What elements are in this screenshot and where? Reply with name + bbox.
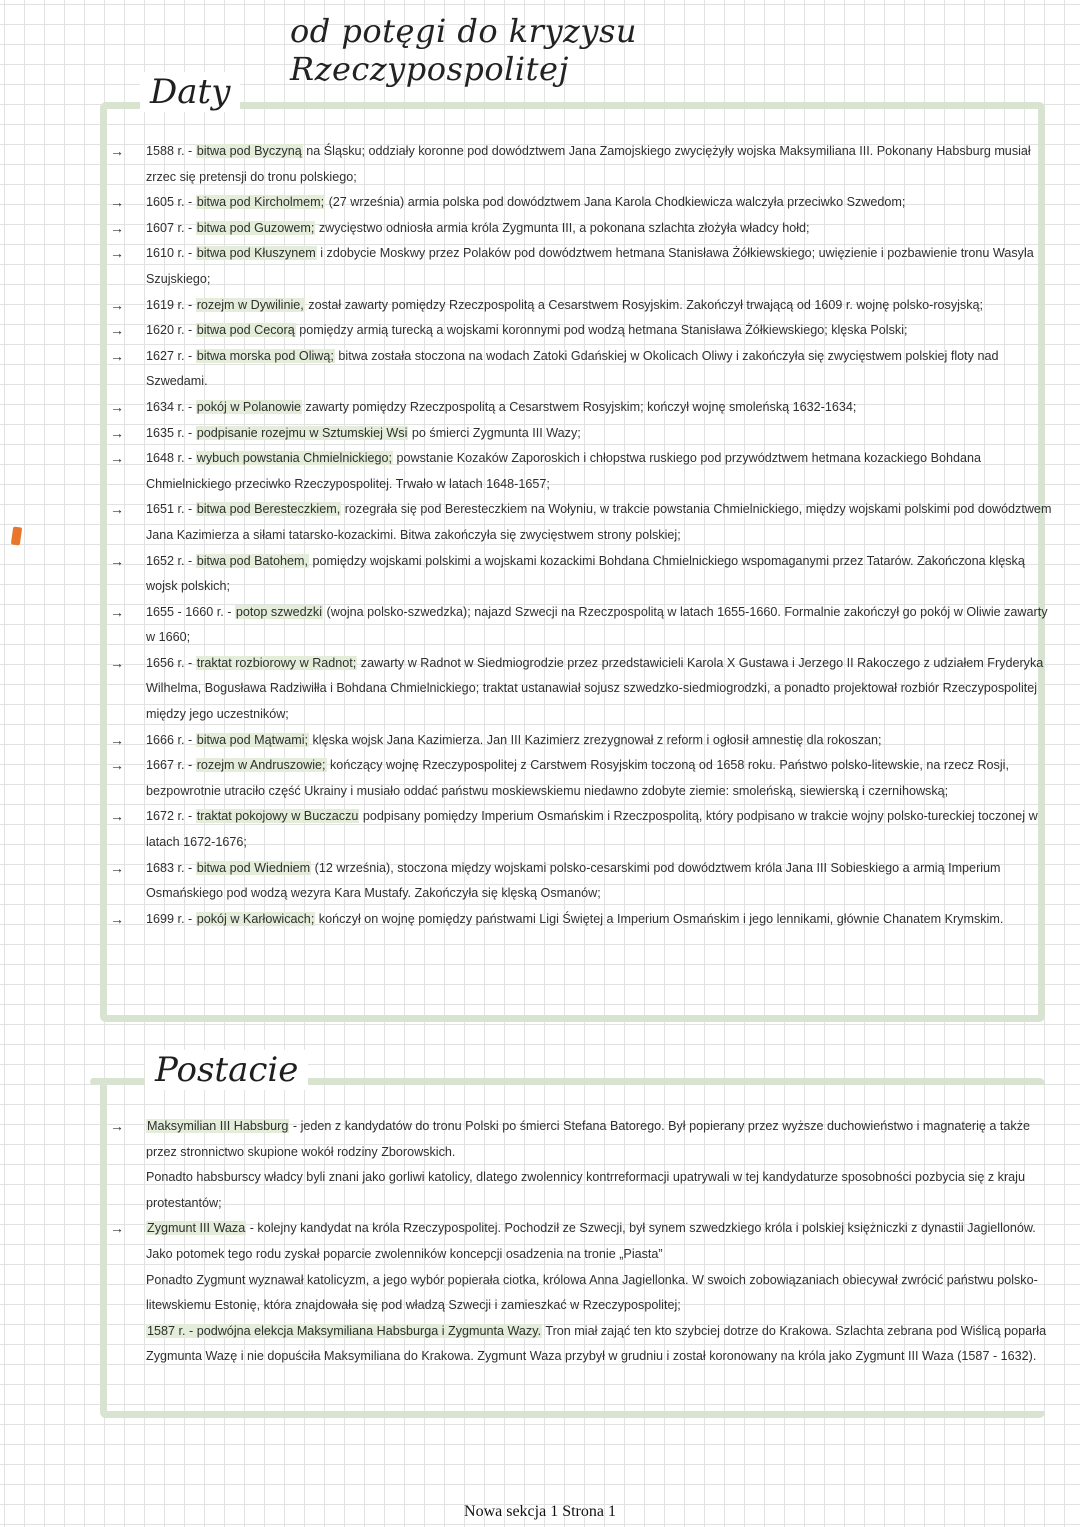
list-item <box>110 804 1058 855</box>
arrow-right-icon: → <box>110 654 124 671</box>
entry-text: 1699 r. - <box>146 911 196 926</box>
list-item <box>110 549 1058 600</box>
entry-text: 1605 r. - <box>146 195 196 210</box>
arrow-right-icon: → <box>110 808 124 825</box>
highlighted-term: bitwa pod Byczyną <box>196 144 302 158</box>
margin-marker <box>11 526 22 545</box>
entry-text: - kolejny kandydat na króla Rzeczypospolitej. Pochodził ze Szwecji, był synem szwedzkiego króla i polskiej księżniczki z dynastii Jagiellonów. Jako potomek tego rodu zyskał poparcie zwolenników koncepcji osadzenia na tronie „Piasta” <box>146 1221 1036 1261</box>
highlighted-term: rozejm w Dywilinie, <box>196 297 304 312</box>
highlighted-term: rozejm w Andruszowie; <box>196 758 326 773</box>
list-item <box>110 344 1058 395</box>
list-item <box>110 216 1058 242</box>
entry-text: kończący wojnę Rzeczypospolitej z Carstwem Rosyjskim toczoną od 1658 roku. Państwo polsko-litewskie, na rzecz Rosji, bezpowrotnie utraciło część Ukrainy i musiało oddać państwu moskiewskiemu niedawno zdobyte ziemie: smoleńską, siewierską i czernihowską; <box>146 758 1009 798</box>
highlighted-term: bitwa pod Guzowem; <box>196 220 315 235</box>
list-item <box>110 1216 1058 1267</box>
arrow-right-icon: → <box>110 398 124 415</box>
entry-text: 1607 r. - <box>146 220 196 235</box>
list-item <box>110 907 1058 933</box>
figures-frame-tail <box>90 1078 130 1085</box>
entry-text: 1672 r. - <box>146 809 196 824</box>
dates-heading: Daty <box>140 72 240 112</box>
list-item <box>110 651 1058 728</box>
list-item <box>110 753 1058 804</box>
dates-list <box>110 139 1058 932</box>
arrow-right-icon: → <box>110 143 124 159</box>
entry-text: został zawarty pomiędzy Rzeczpospolitą a Cesarstwem Rosyjskim. Zakończył trwającą od 1609 r. wojnę polsko-rosyjską; <box>304 297 984 312</box>
entry-text: (12 września), stoczona między wojskami polsko-cesarskimi pod dowództwem króla Jana III Sobieskiego a armią Imperium Osmańskiego pod wodzą wezyra Kara Mustafy. Zakończyła się klęską Osmanów; <box>146 860 1001 901</box>
entry-text: pomiędzy armią turecką a wojskami koronnymi pod wodzą hetmana Stanisława Żółkiewskiego; klęska Polski; <box>295 323 908 338</box>
list-item <box>110 318 1058 344</box>
arrow-right-icon: → <box>110 347 124 364</box>
entry-text: 1683 r. - <box>146 860 196 875</box>
highlighted-term: traktat rozbiorowy w Radnot; <box>196 655 357 670</box>
arrow-right-icon: → <box>110 245 124 262</box>
entry-text: 1634 r. - <box>146 399 196 414</box>
entry-text: powstanie Kozaków Zaporoskich i chłopstwa ruskiego pod przywództwem hetmana kozackiego Bohdana Chmielnickiego przeciwko Rzeczypospolitej. Trwało w latach 1648-1657; <box>146 451 982 491</box>
page-title: od potęgi do kryzysu Rzeczypospolitej <box>290 12 638 88</box>
entry-text: (27 września) armia polska pod dowództwem Jana Karola Chodkiewicza walczyła przeciwko Szwedom; <box>325 195 906 210</box>
list-item <box>110 190 1058 216</box>
list-item <box>110 241 1058 292</box>
arrow-right-icon: → <box>110 1118 124 1134</box>
list-item <box>110 497 1058 548</box>
list-item <box>110 446 1058 497</box>
entry-text: 1667 r. - <box>146 758 196 773</box>
list-item <box>110 139 1058 190</box>
entry-text: Tron miał zająć ten kto szybciej dotrze do Krakowa. Szlachta zebrana pod Wiślicą poparła Zygmunta Wazę i nie dopuściła Maksymiliana do Krakowa. Zygmunt Waza przybył w grudniu i został koronowany na króla jako Zygmunt III Waza (1587 - 1632). <box>146 1323 1047 1364</box>
figures-heading: Postacie <box>145 1050 308 1090</box>
arrow-right-icon: → <box>110 219 124 236</box>
figures-list <box>110 1114 1058 1370</box>
entry-text: bitwa została stoczona na wodach Zatoki Gdańskiej w Okolicach Oliwy i zakończyła się zwycięstwem polskiej floty nad Szwedami. <box>146 348 999 389</box>
entry-text: 1651 r. - <box>146 502 196 517</box>
highlighted-term: pokój w Polanowie <box>196 399 302 414</box>
list-item <box>110 600 1058 651</box>
highlighted-term: bitwa pod Wiedniem <box>196 860 311 875</box>
list-item <box>110 1268 1058 1319</box>
highlighted-term: bitwa morska pod Oliwą; <box>196 348 334 363</box>
entry-text: 1666 r. - <box>146 732 196 747</box>
highlighted-term: bitwa pod Beresteczkiem, <box>196 502 341 517</box>
arrow-right-icon: → <box>110 424 124 441</box>
list-item <box>110 1165 1058 1216</box>
arrow-right-icon: → <box>110 757 124 774</box>
entry-text: klęska wojsk Jana Kazimierza. Jan III Kazimierz zrezygnował z reform i ogłosił amnestię dla rokoszan; <box>309 732 882 747</box>
highlighted-term: bitwa pod Kłuszynem <box>196 246 316 261</box>
entry-text: Ponadto Zygmunt wyznawał katolicyzm, a jego wybór popierała ciotka, królowa Anna Jagiellonka. W swoich zobowiązaniach obiecywał zwrócić państwu polsko-litewskiemu Estonię, która znajdowała się pod władzą Szwecji i zamieszkać w Rzeczypospolitej; <box>146 1272 1038 1313</box>
list-item <box>110 1319 1058 1370</box>
entry-text: 1627 r. - <box>146 348 196 363</box>
highlighted-term: Maksymilian III Habsburg <box>147 1119 289 1133</box>
entry-text: 1655 - 1660 r. - <box>146 604 235 619</box>
page-footer: Nowa sekcja 1 Strona 1 <box>464 1503 616 1520</box>
highlighted-term: traktat pokojowy w Buczaczu <box>196 809 359 824</box>
entry-text: po śmierci Zygmunta III Wazy; <box>408 425 581 440</box>
entry-text: (wojna polsko-szwedzka); najazd Szwecji na Rzeczpospolitą w latach 1655-1660. Formalnie zakończył go pokój w Oliwie zawarty w 1660; <box>146 604 1048 645</box>
arrow-right-icon: → <box>110 194 124 211</box>
highlighted-term: Zygmunt III Waza <box>147 1221 246 1236</box>
arrow-right-icon: → <box>110 450 124 467</box>
arrow-right-icon: → <box>110 1220 124 1237</box>
entry-text: na Śląsku; oddziały koronne pod dowództwem Jana Zamojskiego zwyciężyły wojska Maksymiliana III. Pokonany Habsburg musiał zrzec się pretensji do tronu polskiego; <box>146 144 1031 184</box>
arrow-right-icon: → <box>110 859 124 876</box>
entry-text: pomiędzy wojskami polskimi a wojskami kozackimi Bohdana Chmielnickiego wspomaganymi przez Tatarów. Zakończona klęską wojsk polskich; <box>146 553 1025 594</box>
highlighted-term: potop szwedzki <box>235 604 323 619</box>
arrow-right-icon: → <box>110 910 124 927</box>
entry-text: 1619 r. - <box>146 297 196 312</box>
list-item <box>110 395 1058 421</box>
highlighted-term: bitwa pod Batohem, <box>196 553 309 568</box>
entry-text: kończył on wojnę pomiędzy państwami Ligi Świętej a Imperium Osmańskim i jego lennikami, głównie Chanatem Krymskim. <box>315 911 1004 926</box>
entry-text: 1588 r. - <box>146 144 196 158</box>
highlighted-term: podpisanie rozejmu w Sztumskiej Wsi <box>196 425 408 440</box>
highlighted-term: pokój w Karłowicach; <box>196 911 315 926</box>
entry-text: - jeden z kandydatów do tronu Polski po śmierci Stefana Batorego. Był popierany przez wyższe duchowieństwo i magnaterię a także przez stronnictwo skupione wokół rodziny Zborowskich. <box>146 1119 1031 1159</box>
entry-text: 1635 r. - <box>146 425 196 440</box>
entry-text: zawarty pomiędzy Rzeczpospolitą a Cesarstwem Rosyjskim; kończył wojnę smoleńską 1632-1634; <box>302 399 857 414</box>
list-item <box>110 1114 1058 1165</box>
highlighted-term: bitwa pod Cecorą <box>196 323 295 338</box>
arrow-right-icon: → <box>110 603 124 620</box>
highlighted-term: bitwa pod Mątwami; <box>196 732 309 747</box>
entry-text: 1620 r. - <box>146 323 196 338</box>
arrow-right-icon: → <box>110 731 124 748</box>
entry-text: i zdobycie Moskwy przez Polaków pod dowództwem hetmana Stanisława Żółkiewskiego; uwięzienie i pozbawienie tronu Wasyla Szujskiego; <box>146 246 1034 286</box>
arrow-right-icon: → <box>110 296 124 313</box>
list-item <box>110 856 1058 907</box>
arrow-right-icon: → <box>110 322 124 339</box>
entry-text: 1610 r. - <box>146 246 196 261</box>
entry-text: podpisany pomiędzy Imperium Osmańskim i Rzeczpospolitą, który podpisano w trakcie wojny polsko-tureckiej toczonej w latach 1672-1676; <box>146 809 1038 850</box>
highlighted-term: 1587 r. - podwójna elekcja Maksymiliana Habsburga i Zygmunta Wazy. <box>147 1323 542 1338</box>
arrow-right-icon: → <box>110 552 124 569</box>
entry-text: zawarty w Radnot w Siedmiogrodzie przez przedstawicieli Karola X Gustawa i Jerzego II Rakoczego z udziałem Fryderyka Wilhelma, Bogusława Radziwiłła i Bohdana Chmielnickiego; traktat ustanawiał sojusz szwedzko-siedmiogrodzki, a ponadto projektował rozbiór Rzeczypospolitej między jego uczestników; <box>146 655 1044 722</box>
entry-text: rozegrała się pod Beresteczkiem na Wołyniu, w trakcie powstania Chmielnickiego, między wojskami polskimi pod dowództwem Jana Kazimierza a siłami tatarsko-kozackimi. Bitwa zakończyła się zwycięstwem strony polskiej; <box>146 502 1052 542</box>
arrow-right-icon: → <box>110 501 124 518</box>
list-item <box>110 293 1058 319</box>
highlighted-term: wybuch powstania Chmielnickiego; <box>196 451 393 466</box>
entry-text: zwycięstwo odniosła armia króla Zygmunta III, a pokonana szlachta złożyła władcy hołd; <box>315 220 810 235</box>
entry-text: 1652 r. - <box>146 553 196 568</box>
list-item <box>110 421 1058 447</box>
entry-text: 1656 r. - <box>146 655 196 670</box>
list-item <box>110 728 1058 754</box>
entry-text: 1648 r. - <box>146 451 196 466</box>
entry-text: Ponadto habsburscy władcy byli znani jako gorliwi katolicy, dlatego zwolennicy kontrreformacji upatrywali w tej kandydaturze sposobności pozbycia się z kraju protestantów; <box>146 1170 1025 1210</box>
highlighted-term: bitwa pod Kircholmem; <box>196 195 325 210</box>
